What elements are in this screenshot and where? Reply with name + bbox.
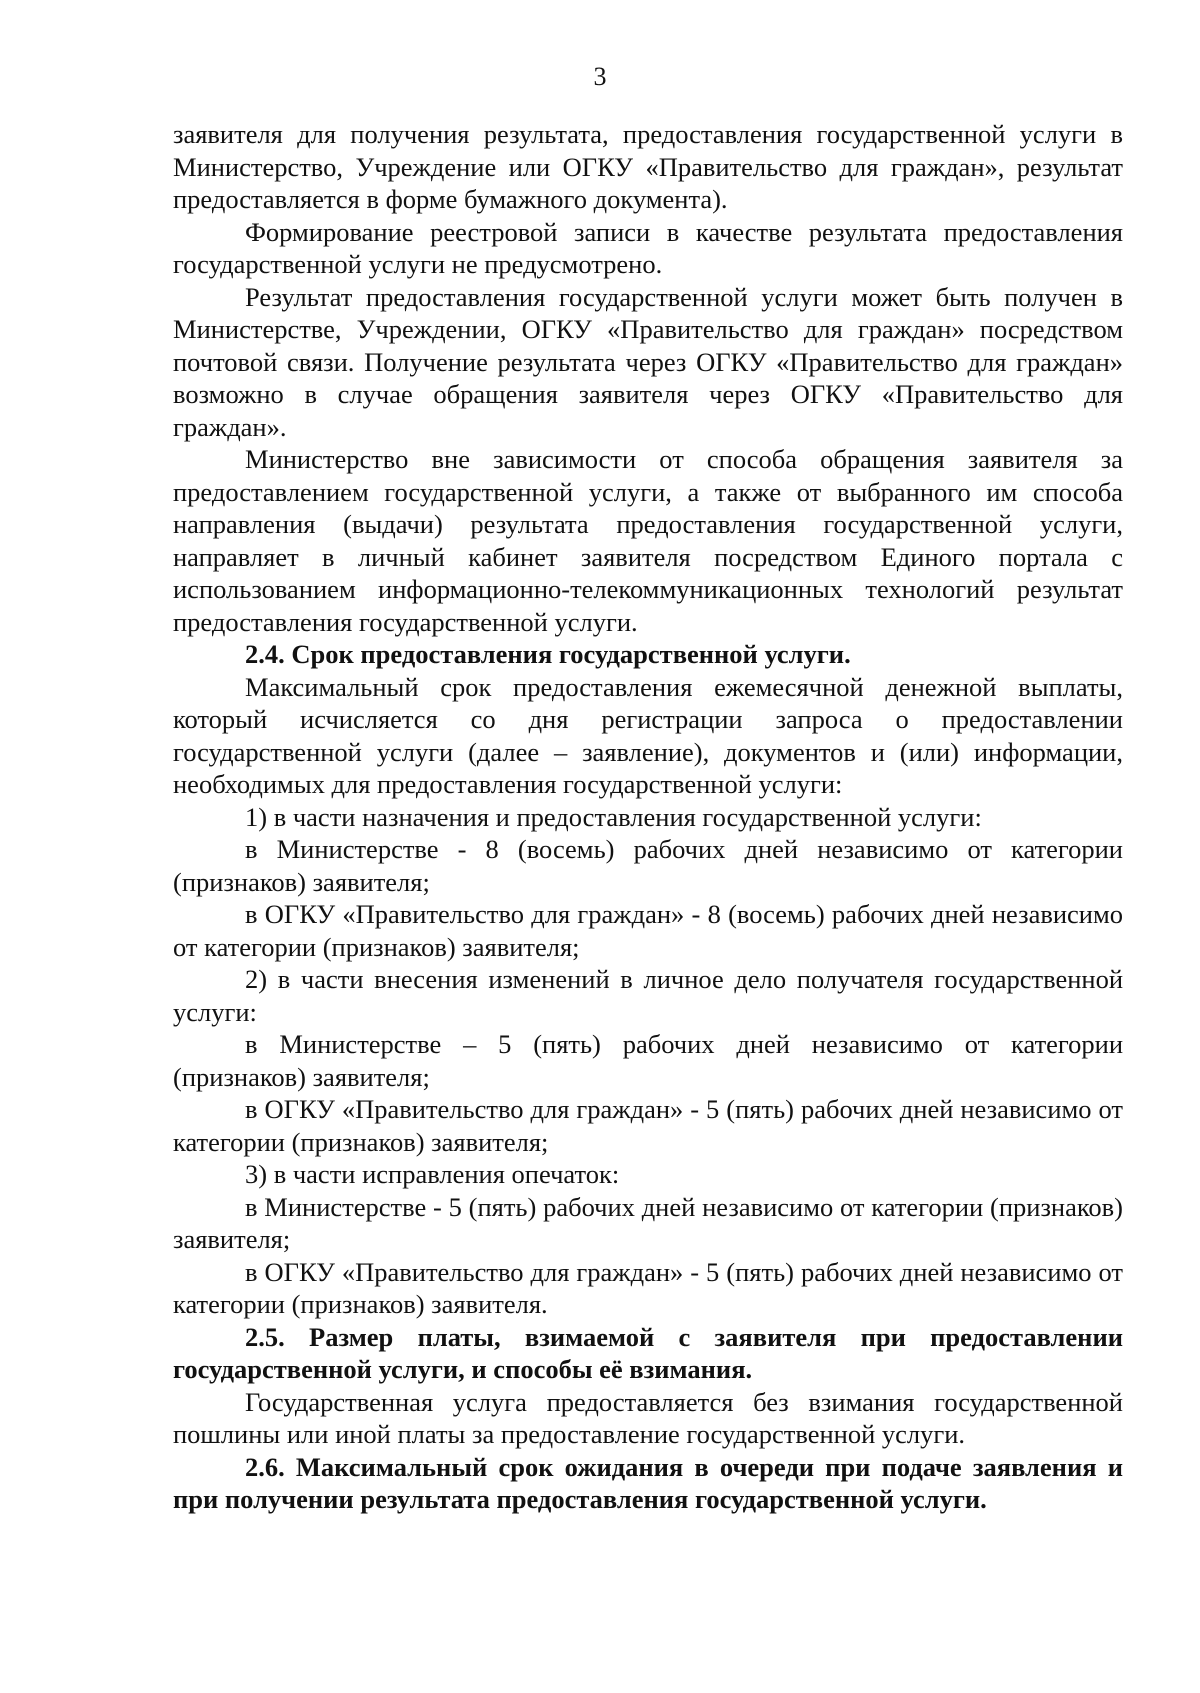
paragraph-ministry-cabinet: Министерство вне зависимости от способа обращения заявителя за предоставлением государственной услуги, а также от выбранного им способа направления (выдачи) результата предоставления государственной услуги, направляет в личный кабинет заявителя посредством Единого портала с использованием информационно-телекоммуникационных технологий результат предоставления государственной услуги.	[173, 444, 1123, 637]
paragraph-registry-record: Формирование реестровой записи в качестве результата предоставления государственной услуги не предусмотрено.	[173, 216, 1123, 279]
paragraph-ogku-8-days: в ОГКУ «Правительство для граждан» - 8 (восемь) рабочих дней независимо от категории (признаков) заявителя;	[173, 899, 1123, 962]
list-item-2: 2) в части внесения изменений в личное дело получателя государственной услуги:	[173, 964, 1123, 1027]
paragraph-no-fee: Государственная услуга предоставляется без взимания государственной пошлины или иной платы за предоставление государственной услуги.	[173, 1386, 1123, 1449]
paragraph-max-term: Максимальный срок предоставления ежемесячной денежной выплаты, который исчисляется со дня регистрации запроса о предоставлении государственной услуги (далее – заявление), документов и (или) информации, необходимых для предоставления государственной услуги:	[173, 671, 1123, 799]
paragraph-result-receipt: Результат предоставления государственной услуги может быть получен в Министерстве, Учреждении, ОГКУ «Правительство для граждан» посредством почтовой связи. Получение результата через ОГКУ «Правительство для граждан» возможно в случае обращения заявителя через ОГКУ «Правительство для граждан».	[173, 281, 1123, 442]
section-heading-2-4: 2.4. Срок предоставления государственной услуги.	[245, 639, 851, 669]
paragraph-ogku-5-days-typos: в ОГКУ «Правительство для граждан» - 5 (пять) рабочих дней независимо от категории (признаков) заявителя.	[173, 1256, 1123, 1319]
paragraph-ogku-5-days-changes: в ОГКУ «Правительство для граждан» - 5 (пять) рабочих дней независимо от категории (признаков) заявителя;	[173, 1094, 1123, 1157]
paragraph-continuation: заявителя для получения результата, предоставления государственной услуги в Министерство, Учреждение или ОГКУ «Правительство для граждан», результат предоставляется в форме бумажного документа).	[173, 119, 1123, 214]
list-item-3: 3) в части исправления опечаток:	[245, 1159, 620, 1189]
paragraph-ministry-5-days-typos: в Министерстве - 5 (пять) рабочих дней независимо от категории (признаков) заявителя;	[173, 1191, 1123, 1254]
document-body	[173, 118, 1123, 1516]
paragraph-ministry-5-days-changes: в Министерстве – 5 (пять) рабочих дней независимо от категории (признаков) заявителя;	[173, 1029, 1123, 1092]
page-number: 3	[593, 62, 607, 91]
paragraph-ministry-8-days: в Министерстве - 8 (восемь) рабочих дней независимо от категории (признаков) заявителя;	[173, 834, 1123, 897]
section-heading-2-5: 2.5. Размер платы, взимаемой с заявителя при предоставлении государственной услуги, и способы её взимания.	[173, 1321, 1123, 1384]
section-heading-2-6: 2.6. Максимальный срок ожидания в очереди при подаче заявления и при получении результата предоставления государственной услуги.	[173, 1451, 1123, 1514]
list-item-1: 1) в части назначения и предоставления государственной услуги:	[245, 801, 982, 832]
